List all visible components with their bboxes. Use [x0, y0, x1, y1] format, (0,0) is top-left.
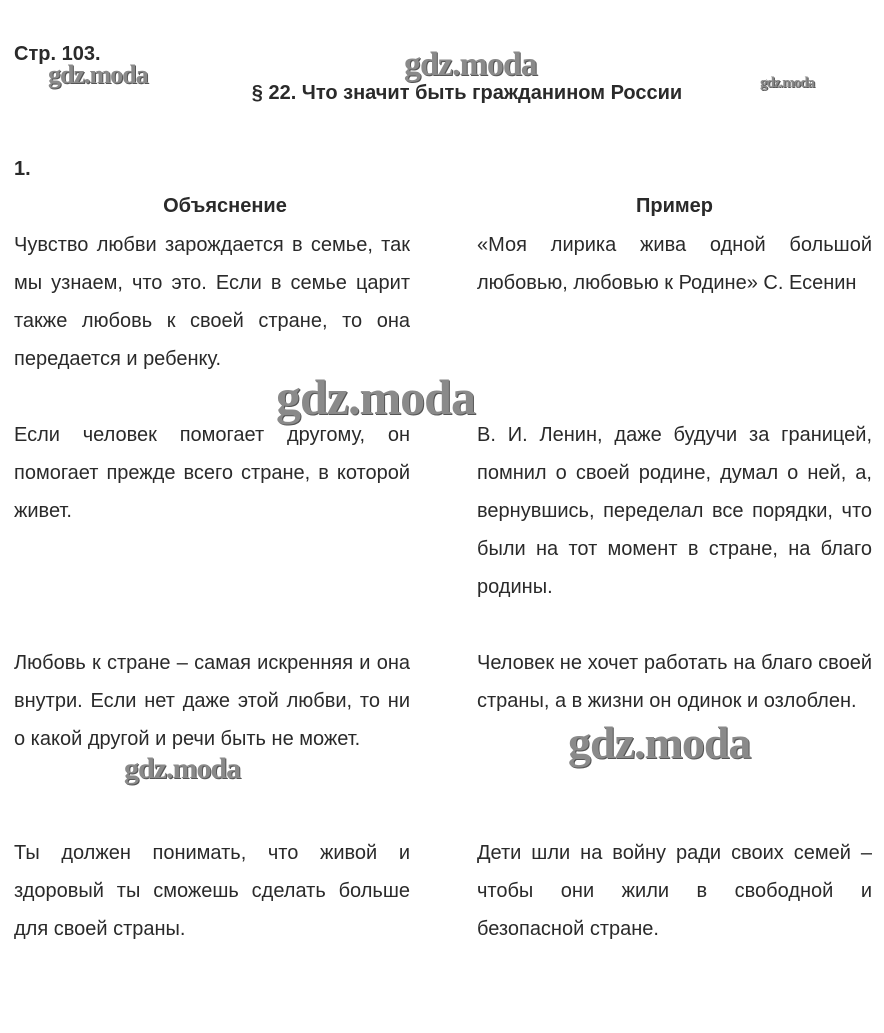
example-cell: Дети шли на войну ради своих семей – чтобы они жили в свободной и безопасной стране. [477, 842, 872, 940]
example-cell: Человек не хочет работать на благо своей страны, а в жизни он одинок и озлоблен. [477, 652, 872, 712]
watermark: gdz.moda [568, 717, 751, 768]
watermark: gdz.moda [404, 46, 537, 83]
watermark: gdz.moda [124, 752, 241, 785]
explanation-cell: Любовь к стране – самая искренняя и она внутри. Если нет даже этой любви, то ни о какой другой и речи быть не может. [14, 652, 410, 750]
page-number: Стр. 103. [14, 43, 101, 65]
example-cell: «Моя лирика жива одной большой любовью, любовью к Родине» С. Есенин [477, 234, 872, 294]
task-number: 1. [14, 158, 31, 180]
explanation-cell: Если человек помогает другому, он помогает прежде всего стране, в которой живет. [14, 424, 410, 522]
column-header-explanation: Объяснение [163, 195, 287, 217]
explanation-cell: Чувство любви зарождается в семье, так мы узнаем, что это. Если в семье царит также любовь к своей стране, то она передается и ребенку. [14, 234, 410, 370]
watermark: gdz.moda [276, 369, 475, 425]
watermark: gdz.moda [760, 75, 815, 91]
explanation-cell: Ты должен понимать, что живой и здоровый ты сможешь сделать больше для своей страны. [14, 842, 410, 940]
column-header-example: Пример [635, 195, 714, 217]
watermark: gdz.moda [48, 60, 148, 89]
section-title: § 22. Что значит быть гражданином России [251, 82, 683, 104]
example-cell: В. И. Ленин, даже будучи за границей, помнил о своей родине, думал о ней, а, вернувшись, переделал все порядки, что были на тот момент в стране, на благо родины. [477, 424, 872, 598]
